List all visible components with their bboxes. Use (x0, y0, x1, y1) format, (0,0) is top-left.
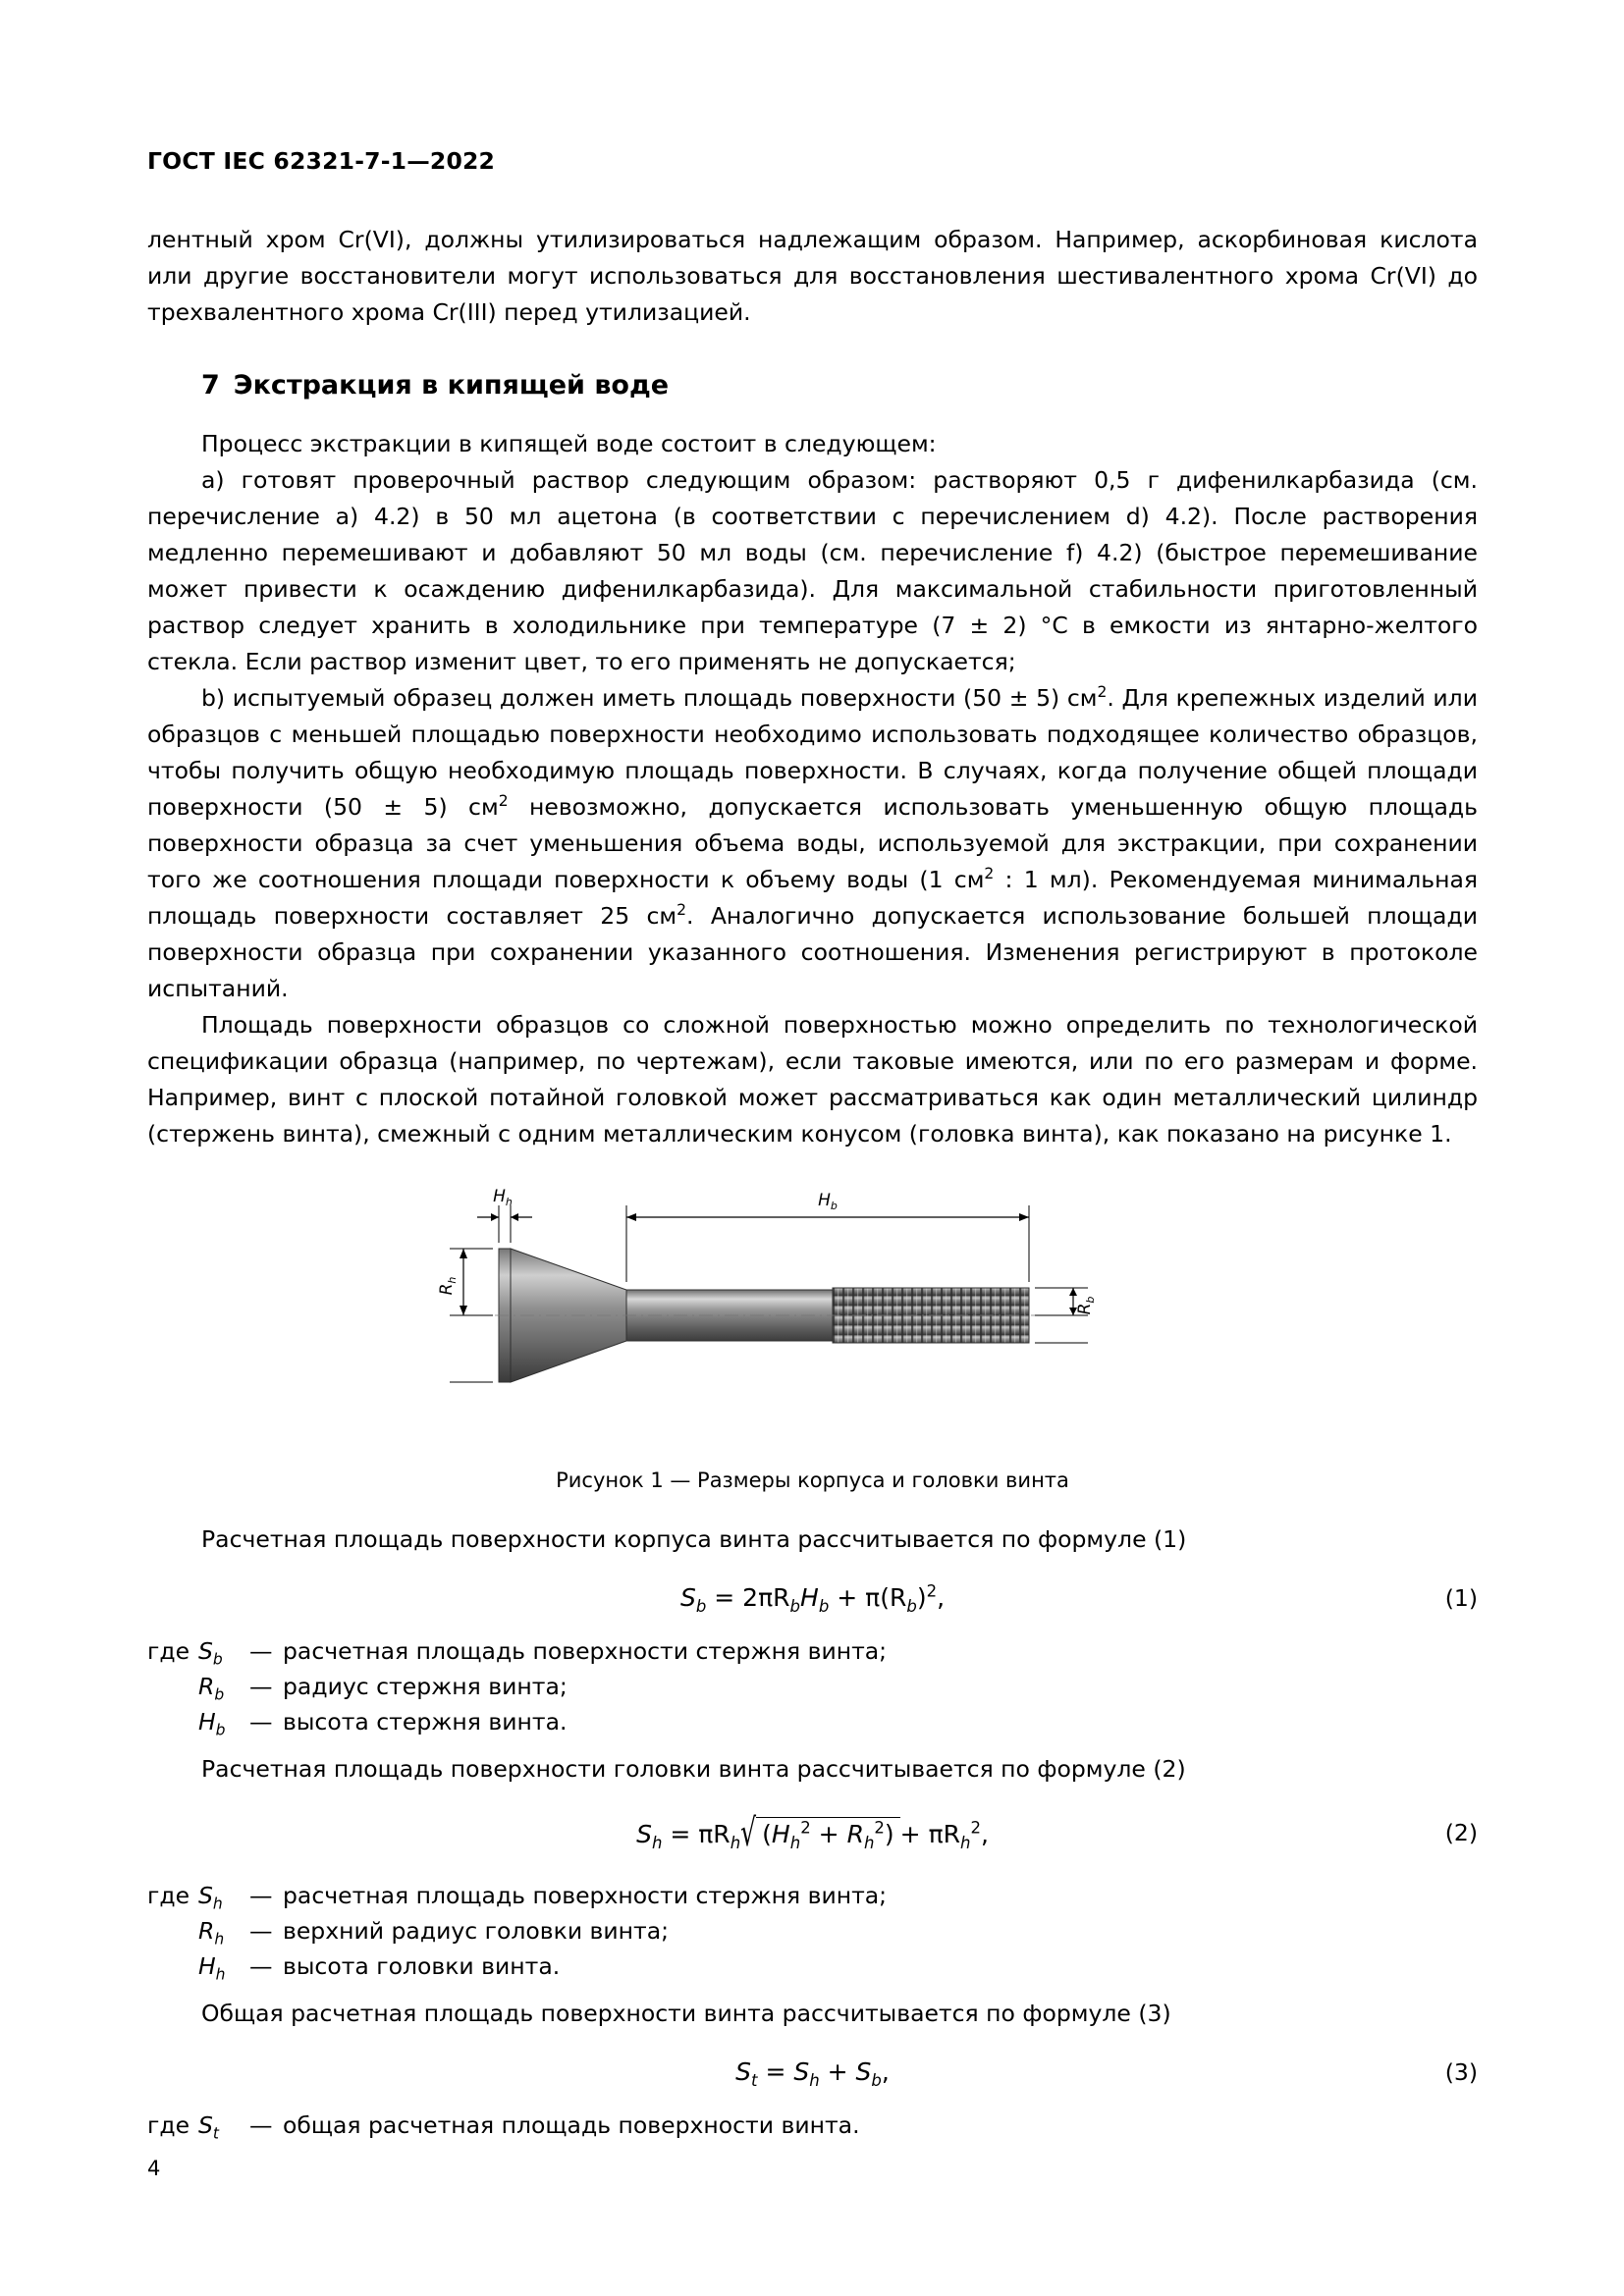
definition-symbol: $S_h$ (198, 1882, 223, 1913)
definition-row (147, 1669, 1478, 1704)
label-head-height: $H_h$ (492, 1188, 513, 1208)
formula2-r-sub: h (730, 1834, 741, 1852)
superscript-two-3: 2 (984, 865, 995, 883)
formula1-tail-pow: 2 (926, 1581, 938, 1601)
dimension-head-height (477, 1213, 532, 1221)
section-title-text: Экстракция в кипящей воде (233, 370, 670, 400)
formula-1 (147, 1581, 1478, 1616)
definition-lead-1: где (147, 1637, 190, 1665)
definition-symbol: $S_t$ (198, 2111, 219, 2143)
definition-symbol: $H_h$ (198, 1952, 226, 1984)
paragraph-complex-surface: Площадь поверхности образцов со сложной поверхностью можно определить по технологической спецификации образца (например, по чертежам), если таковые имеются, или по его размерам и форме. Например, винт с плоской потайной головкой может рассматриваться как один металлический цилиндр (стержень винта), смежный с одним металлическим конусом (головка винта), как показано на рисунке 1. (147, 1011, 1478, 1148)
definition-dash: — (249, 1708, 273, 1735)
definition-dash: — (249, 2111, 273, 2139)
paragraph-item-b (147, 680, 1478, 1007)
formula2-after-sub: h (960, 1834, 971, 1852)
paragraph-item-a: a) готовят проверочный раствор следующим образом: растворяют 0,5 г дифенилкарбазида (см. перечисление a) 4.2) в 50 мл ацетона (в соответствии с перечислением d) 4.2). После растворения медленно перемешивают и добавляют 50 мл воды (см. перечисление f) 4.2) (быстрое перемешивание может привести к осаждению дифенилкарбазида). Для максимальной стабильности приготовленный раствор следует хранить в холодильнике при температуре (7 ± 2) °C в емкости из янтарно-желтого стекла. Если раствор изменит цвет, то его применять не допускается; (147, 466, 1478, 675)
paragraph-formula3-lead: Общая расчетная площадь поверхности винта рассчитывается по формуле (3) (201, 2000, 1171, 2027)
formula-2 (147, 1810, 1478, 1855)
definition-lead-2: где (147, 1882, 190, 1909)
formula1-r-sub: b (789, 1597, 800, 1616)
definition-dash: — (249, 1952, 273, 1980)
formula2-lhs-sub: h (651, 1834, 663, 1852)
page-content (147, 147, 1478, 2143)
formula3-comma: , (881, 2057, 890, 2086)
definition-text: расчетная площадь поверхности стержня винта; (283, 1882, 888, 1909)
definition-symbol: $S_b$ (198, 1637, 223, 1669)
formula3-rhs2: S (855, 2057, 872, 2086)
label-body-height: $H_b$ (817, 1191, 838, 1212)
formula1-lhs: S (679, 1583, 696, 1612)
figure-1 (147, 1188, 1478, 1492)
formula3-eq: = (765, 2057, 786, 2086)
formula3-rhs2-sub: b (871, 2071, 882, 2090)
definitions-block-2 (147, 1878, 1478, 1984)
definition-text: расчетная площадь поверхности стержня винта; (283, 1637, 888, 1665)
paragraph-process: Процесс экстракции в кипящей воде состоит в следующем: (201, 430, 937, 457)
formula1-number: (1) (1444, 1583, 1478, 1612)
formula1-eq: = 2πR (714, 1583, 790, 1612)
superscript-two-2: 2 (498, 792, 509, 811)
sqrt-icon: √ (740, 1810, 757, 1855)
section-heading (201, 370, 1478, 400)
formula-3 (147, 2057, 1478, 2090)
formula3-plus: + (827, 2057, 848, 2086)
definition-text: высота головки винта. (283, 1952, 561, 1980)
label-body-radius: $R_b$ (1074, 1296, 1097, 1315)
formula2-eq: = πR (670, 1820, 731, 1848)
formula3-rhs1: S (793, 2057, 810, 2086)
formula1-h-sub: b (818, 1597, 830, 1616)
formula1-lhs-sub: b (695, 1597, 707, 1616)
formula1-h: H (800, 1583, 819, 1612)
definition-symbol: $H_b$ (198, 1708, 226, 1739)
dimension-head-radius (460, 1249, 467, 1315)
paragraph-formula1-lead: Расчетная площадь поверхности корпуса винта рассчитывается по формуле (1) (201, 1525, 1187, 1553)
item-b-part1: b) испытуемый образец должен иметь площадь поверхности (50 ± 5) см (201, 684, 1098, 712)
formula2-lhs: S (636, 1820, 652, 1848)
definition-dash: — (249, 1673, 273, 1700)
definitions-block-3 (147, 2108, 1478, 2143)
formula2-after: + πR (899, 1820, 960, 1848)
definition-dash: — (249, 1882, 273, 1909)
definition-row (147, 1633, 1478, 1669)
definition-symbol: $R_h$ (198, 1917, 225, 1949)
definition-text: верхний радиус головки винта; (283, 1917, 670, 1945)
definition-lead-3: где (147, 2111, 190, 2139)
item-b-part3: невозможно, допускается использовать уменьшенную общую площадь поверхности образца за счет уменьшения объема воды, используемой для экстракции, при сохранении того же соотношения площади поверхности к объему воды (1 см (147, 793, 1478, 893)
document-header: ГОСТ IEC 62321-7-1—2022 (147, 147, 496, 175)
definition-row (147, 1878, 1478, 1913)
formula1-tail: + π(R (837, 1583, 907, 1612)
definitions-block-1 (147, 1633, 1478, 1739)
item-b-part4: : 1 мл). Рекомендуемая минимальная площадь поверхности составляет 25 см (147, 866, 1478, 930)
definition-dash: — (249, 1917, 273, 1945)
section-number: 7 (201, 370, 220, 400)
definition-row (147, 1704, 1478, 1739)
definition-dash: — (249, 1637, 273, 1665)
formula2-comma: , (980, 1820, 989, 1848)
formula3-lhs: S (735, 2057, 751, 2086)
formula1-comma: , (937, 1583, 946, 1612)
screw-diagram (430, 1188, 1196, 1443)
formula1-tail-sub: b (906, 1597, 917, 1616)
formula2-after-pow: 2 (970, 1818, 981, 1838)
formula3-number: (3) (1444, 2057, 1478, 2086)
item-b-part2: . Для крепежных изделий или образцов с меньшей площадью поверхности необходимо использовать подходящее количество образцов, чтобы получить общую необходимую площадь поверхности. В случаях, когда получение общей площади поверхности (50 ± 5) см (147, 684, 1478, 821)
formula2-number: (2) (1444, 1819, 1478, 1846)
formula1-tail-end: ) (916, 1583, 927, 1612)
formula3-lhs-sub: t (751, 2071, 758, 2090)
formula2-sqrt (740, 1810, 900, 1855)
definition-row (147, 1949, 1478, 1984)
superscript-two-1: 2 (1097, 683, 1108, 702)
definition-text: радиус стержня винта; (283, 1673, 568, 1700)
dimension-body-height (626, 1213, 1029, 1221)
definition-text: высота стержня винта. (283, 1708, 568, 1735)
formula3-rhs1-sub: h (809, 2071, 820, 2090)
page-number: 4 (147, 2157, 161, 2180)
sqrt-content: $(H_h^2 + R_h^2)$ (756, 1817, 900, 1848)
definition-symbol: $R_b$ (198, 1673, 225, 1704)
figure-caption: Рисунок 1 — Размеры корпуса и головки винта (556, 1468, 1069, 1492)
superscript-two-4: 2 (677, 901, 687, 920)
definition-row (147, 2108, 1478, 2143)
item-b-part5: . Аналогично допускается использование большей площади поверхности образца при сохранении указанного соотношения. Изменения регистрируют в протоколе испытаний. (147, 902, 1478, 1002)
definition-text: общая расчетная площадь поверхности винта. (283, 2111, 860, 2139)
paragraph-formula2-lead: Расчетная площадь поверхности головки винта рассчитывается по формуле (2) (201, 1755, 1186, 1783)
paragraph-intro: лентный хром Cr(VI), должны утилизироваться надлежащим образом. Например, аскорбиновая кислота или другие восстановители могут использоваться для восстановления шестивалентного хрома Cr(VI) до трехвалентного хрома Cr(III) перед утилизацией. (147, 226, 1478, 326)
definition-row (147, 1913, 1478, 1949)
label-head-radius: $R_h$ (436, 1276, 459, 1296)
